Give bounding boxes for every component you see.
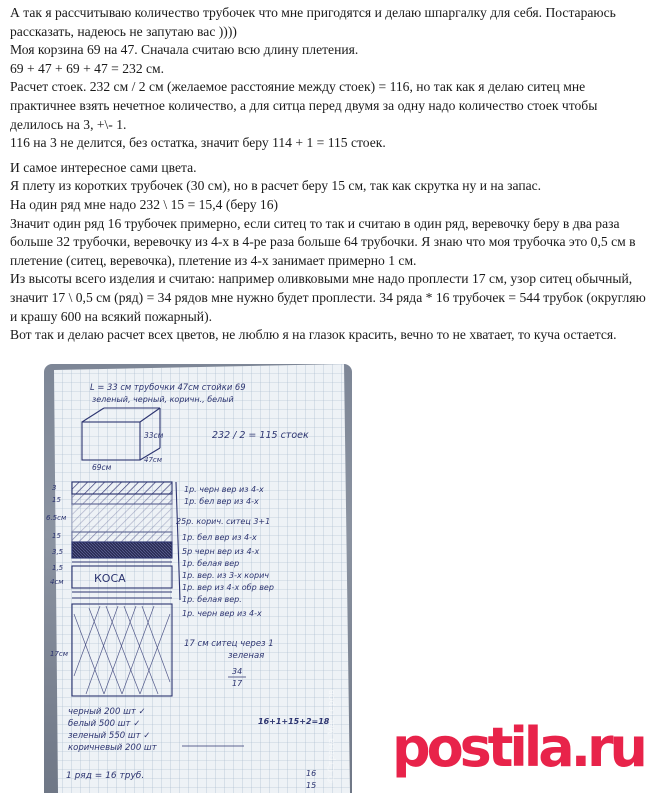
note-total: белый 500 шт ✓ <box>68 719 141 729</box>
postila-logo[interactable] <box>392 708 652 784</box>
note-formula: 16+1+15+2=18 <box>258 717 330 726</box>
article-text <box>10 4 650 345</box>
row-height-label: 15 <box>52 496 61 504</box>
row-height-label: 15 <box>52 532 61 540</box>
row-desc: 5р черн вер из 4-х <box>182 547 260 556</box>
note-header-2: зеленый, черный, коричн., белый <box>92 395 234 404</box>
paragraph: Значит один ряд 16 трубочек примерно, если ситец то так и считаю в один ряд, веревочку беру в два раза больше 32 трубочки, веревочку из 4-х в 4-ре раза больше 64 трубочки. Я знаю что моя трубочка это 0,5 см в плетение (ситец, веревочка), плетение из 4-х занимает примерно 1 см. <box>10 215 636 268</box>
row-height-label: 17см <box>50 650 69 658</box>
paragraph: Расчет стоек. 232 см / 2 см (желаемое расстояние между стоек) = 116, но так как я делаю ситец мне практичнее взять нечетное количество, а для ситца перед двумя за одну надо количество стоек чтобы делилось на 3, +\- 1. <box>10 79 598 132</box>
note-bottom: 1 ряд = 16 труб. <box>66 771 145 781</box>
notebook-photo <box>44 364 352 793</box>
logo-wordmark: postila.ru <box>392 716 648 779</box>
paragraph: Моя корзина 69 на 47. Сначала считаю всю длину плетения. <box>10 42 359 58</box>
row-black-rope-5 <box>72 542 172 558</box>
note-side-number: 16 <box>306 769 317 778</box>
row-desc: 1р. бел вер из 4-х <box>182 533 257 542</box>
note-dim-33: 33см <box>144 431 164 440</box>
paragraph: 69 + 47 + 69 + 47 = 232 см. <box>10 60 165 76</box>
row-white-rope-2 <box>72 532 172 542</box>
row-desc: 1р. вер из 4-х обр вер <box>182 583 274 592</box>
row-desc: 1р. черн вер из 4-х <box>182 609 262 618</box>
paragraph: И самое интересное сами цвета. <box>10 159 197 175</box>
note-side-number: 15 <box>306 781 317 790</box>
row-height-label: 6.5см <box>46 514 67 522</box>
paragraph: На один ряд мне надо 232 \ 15 = 15,4 (беру 16) <box>10 196 279 212</box>
note-olive-1: 17 см ситец через 1 <box>184 639 274 649</box>
note-dim-69: 69см <box>92 463 112 472</box>
row-black-rope <box>72 482 172 494</box>
row-desc: 1р. черн вер из 4-х <box>184 485 264 494</box>
note-header-1: L = 33 см трубочки 47см стойки 69 <box>90 382 246 392</box>
photo-watermark: © Страна Мастеров <box>327 689 337 784</box>
row-height-label: 4см <box>50 578 64 586</box>
note-olive-2: зеленая <box>228 651 265 661</box>
note-total: коричневый 200 шт <box>68 743 157 753</box>
row-desc: 1р. белая вер. <box>182 595 242 604</box>
paragraph: Вот так и делаю расчет всех цветов, не люблю я на глазок красить, вечно то не хватает, то куча остается. <box>10 327 617 343</box>
note-fraction-num: 34 <box>232 667 243 676</box>
paragraph: 116 на 3 не делится, без остатка, значит беру 114 + 1 = 115 стоек. <box>10 135 386 151</box>
row-desc: 1р. белая вер <box>182 559 240 568</box>
note-dim-47: 47см <box>144 456 163 464</box>
row-desc: 25р. корич. ситец 3+1 <box>176 517 271 526</box>
row-height-label: 1,5 <box>52 564 64 572</box>
row-desc: 1р. вер. из 3-х корич <box>182 571 270 580</box>
paragraph: А так я рассчитываю количество трубочек что мне пригодятся и делаю шпаргалку для себя. Постараюсь рассказать, надеюсь не запутаю вас )))) <box>10 5 616 39</box>
note-calc-posts: 232 / 2 = 115 стоек <box>212 430 309 441</box>
paragraph: Из высоты всего изделия и считаю: например оливковыми мне надо проплести 17 см, узор ситец обычный, значит 17 \ 0,5 см (ряд) = 34 рядов мне нужно будет проплести. 34 ряда * 16 трубочек = 544 трубок (округляю и крашу 600 на всякий пожарный). <box>10 271 646 324</box>
row-brown-chintz <box>72 504 172 532</box>
note-kosa: КОСА <box>94 572 126 585</box>
notebook-sketch <box>44 364 352 793</box>
row-desc: 1р. бел вер из 4-х <box>184 497 259 506</box>
note-total: черный 200 шт ✓ <box>68 707 146 717</box>
row-height-label: 3 <box>52 484 57 492</box>
note-fraction-den: 17 <box>232 679 243 688</box>
note-total: зеленый 550 шт ✓ <box>68 731 151 741</box>
paragraph: Я плету из коротких трубочек (30 см), но в расчет беру 15 см, так как скрутка ну и на запас. <box>10 178 542 194</box>
row-white-rope <box>72 494 172 504</box>
row-height-label: 3,5 <box>52 548 64 556</box>
